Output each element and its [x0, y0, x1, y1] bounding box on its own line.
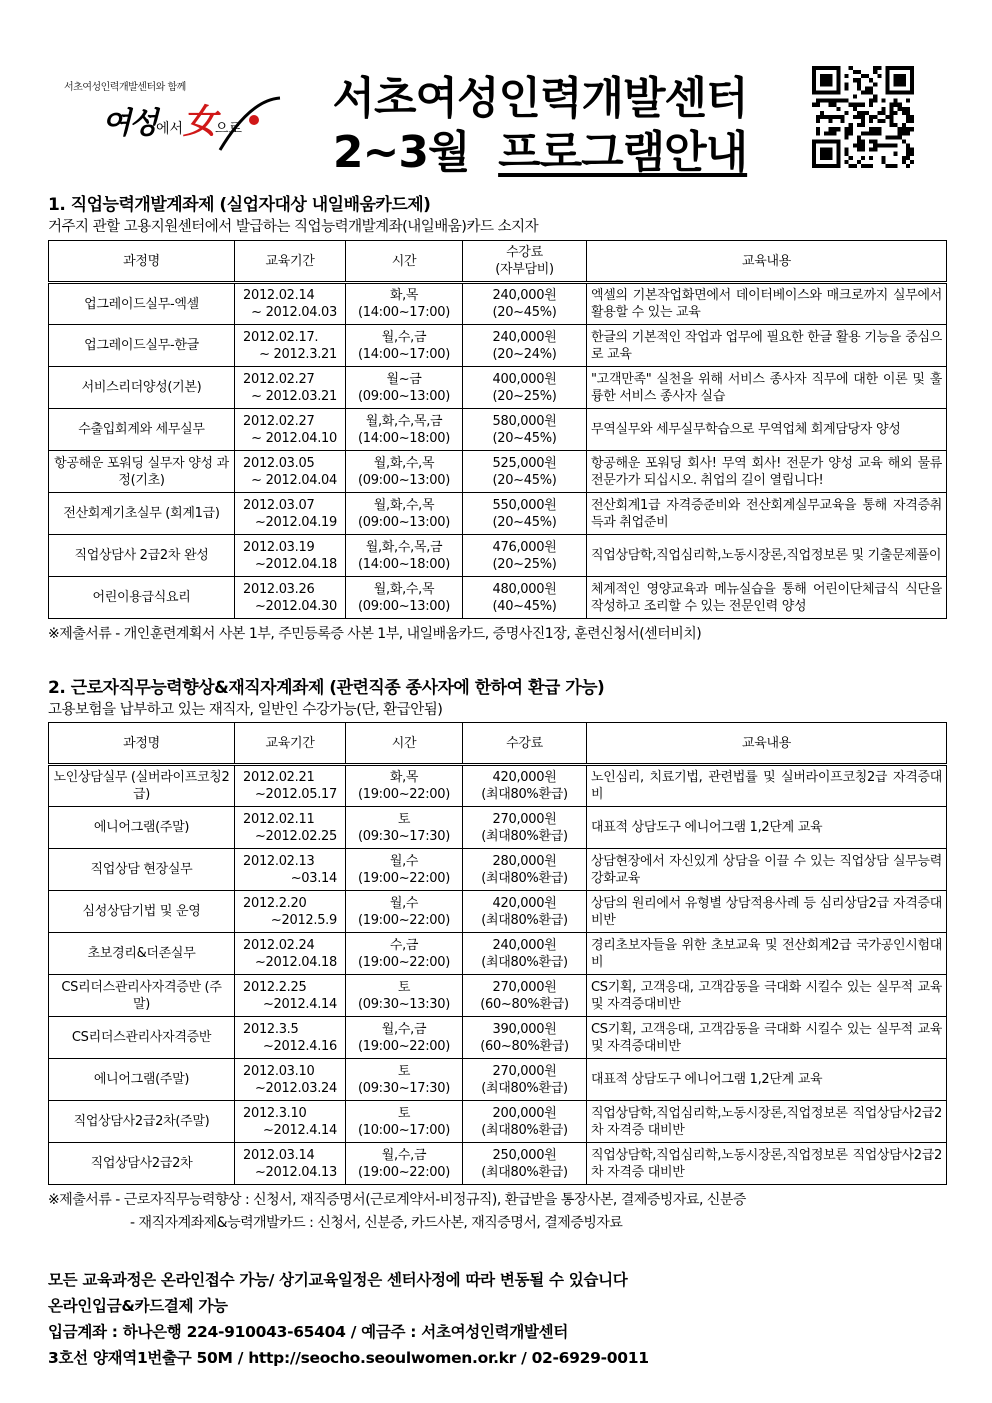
col-name-header: 과정명: [49, 241, 235, 283]
course-days: 월,화,수,목,금: [365, 539, 443, 555]
course-fee: [463, 493, 587, 535]
fee-note: (20~25%): [492, 556, 557, 572]
course-description: 엑셀의 기본작업화면에서 데이터베이스와 매크로까지 실무에서 활용할 수 있는 교육: [587, 283, 947, 325]
course-description: 상담의 원리에서 유형별 상담적용사례 등 심리상담2급 자격증대비반: [587, 891, 947, 933]
course-time: [346, 891, 463, 933]
fee-note: (20~45%): [492, 305, 557, 320]
period-to: ~ 2012.04.03: [251, 305, 337, 320]
period-from: 2012.02.27: [243, 413, 315, 429]
fee-amount: 400,000원: [492, 371, 557, 387]
course-hours: (09:00~13:00): [357, 514, 451, 530]
fee-amount: 550,000원: [492, 497, 557, 513]
center-logo: [60, 72, 300, 172]
course-hours: (14:00~18:00): [357, 556, 451, 572]
course-name: 직업상담사2급2차: [49, 1143, 235, 1185]
course-name: 서비스리더양성(기본): [49, 367, 235, 409]
course-days: 토: [397, 1105, 411, 1121]
course-hours: (09:30~17:30): [357, 1080, 451, 1096]
course-period: [235, 849, 346, 891]
period-to: ~ 2012.3.21: [259, 346, 337, 362]
course-time: [346, 535, 463, 577]
course-fee: [463, 451, 587, 493]
course-period: [235, 1017, 346, 1059]
course-days: 월,수: [389, 853, 419, 869]
course-fee: [463, 975, 587, 1017]
period-to: ~2012.03.24: [254, 1080, 337, 1096]
table-row: [49, 1017, 947, 1059]
course-time: [346, 1101, 463, 1143]
section2-note-line1: ※제출서류 - 근로자직무능력향상 : 신청서, 재직증명서(근로계약서-비정규직), 환급받을 통장사본, 결제증빙자료, 신분증: [48, 1192, 746, 1208]
period-from: 2012.02.14: [243, 288, 315, 303]
fee-amount: 390,000원: [492, 1021, 557, 1037]
period-to: ~2012.4.14: [262, 996, 337, 1012]
course-period: [235, 409, 346, 451]
course-name: 수출입회계와 세무실무: [49, 409, 235, 451]
course-period: [235, 1059, 346, 1101]
period-to: ~2012.02.25: [254, 828, 337, 844]
course-name: CS리더스관리사자격증반 (주말): [49, 975, 235, 1017]
qr-code[interactable]: [812, 66, 914, 168]
course-description: 무역실무와 세무실무학습으로 무역업체 회계담당자 양성: [587, 409, 947, 451]
period-to: ~2012.4.14: [262, 1122, 337, 1138]
period-from: 2012.03.05: [243, 455, 315, 471]
col-desc-header: 교육내용: [587, 723, 947, 765]
section1-heading: 1. 직업능력개발계좌제 (실업자대상 내일배움카드제): [48, 195, 431, 215]
course-days: 토: [397, 811, 411, 827]
period-from: 2012.03.14: [243, 1147, 315, 1163]
section2-subtitle: 고용보험을 납부하고 있는 재직자, 일반인 수강가능(단, 환급안됨): [48, 702, 443, 718]
logo-script-b: 에서: [155, 121, 184, 137]
fee-amount: 250,000원: [492, 1147, 557, 1163]
course-period: [235, 975, 346, 1017]
fee-amount: 476,000원: [492, 539, 557, 555]
table-row: [49, 535, 947, 577]
fee-note: (60~80%환급): [480, 1038, 569, 1054]
footer-payment: 온라인입금&카드결제 가능: [48, 1297, 228, 1315]
fee-note: (최대80%환급): [481, 1164, 568, 1180]
page-subtitle: [300, 116, 780, 180]
period-from: 2012.02.17.: [243, 329, 319, 345]
course-description: 대표적 상담도구 에니어그램 1,2단계 교육: [587, 807, 947, 849]
course-description: 상담현장에서 자신있게 상담을 이끌 수 있는 직업상담 실무능력 강화교육: [587, 849, 947, 891]
course-name: 전산회계기초실무 (회계1급): [49, 493, 235, 535]
fee-note: (40~45%): [492, 598, 557, 614]
table-row: [49, 891, 947, 933]
period-from: 2012.03.26: [243, 581, 315, 597]
fee-note: (20~45%): [492, 472, 557, 488]
logo-tagline: 서초여성인력개발센터와 함께: [64, 82, 186, 93]
course-description: CS기획, 고객응대, 고객감동을 극대화 시킬수 있는 실무적 교육 및 자격증대비반: [587, 975, 947, 1017]
period-from: 2012.02.24: [243, 937, 315, 953]
course-name: 심성상담기법 및 운영: [49, 891, 235, 933]
course-hours: (14:00~17:00): [357, 305, 451, 320]
course-fee: [463, 933, 587, 975]
course-fee: [463, 325, 587, 367]
logo-brush-stroke: [210, 90, 290, 160]
course-period: [235, 765, 346, 807]
course-description: CS기획, 고객응대, 고객감동을 극대화 시킬수 있는 실무적 교육 및 자격증대비반: [587, 1017, 947, 1059]
logo-script-d: 으로: [215, 121, 243, 137]
fee-amount: 420,000원: [492, 770, 557, 785]
course-fee: [463, 849, 587, 891]
table-row: [49, 325, 947, 367]
table-row: [49, 807, 947, 849]
fee-amount: 580,000원: [492, 413, 557, 429]
table-header-row: [49, 723, 947, 765]
course-period: [235, 1101, 346, 1143]
period-from: 2012.02.27: [243, 371, 315, 387]
period-to: ~2012.05.17: [254, 787, 337, 802]
period-to: ~ 2012.04.10: [251, 430, 337, 446]
period-from: 2012.02.13: [243, 853, 315, 869]
course-time: [346, 1143, 463, 1185]
fee-note: (최대80%환급): [481, 787, 568, 802]
course-time: [346, 1059, 463, 1101]
fee-note: (최대80%환급): [481, 1080, 568, 1096]
fee-note: (20~25%): [492, 388, 557, 404]
col-time-header: 시간: [346, 241, 463, 283]
fee-note: (20~45%): [492, 514, 557, 530]
course-period: [235, 535, 346, 577]
course-description: 직업상담학,직업심리학,노동시장론,직업정보론 직업상담사2급2차 자격증 대비반: [587, 1143, 947, 1185]
course-days: 토: [397, 1063, 411, 1079]
period-to: ~2012.04.18: [254, 556, 337, 572]
fee-note: (최대80%환급): [481, 912, 568, 928]
course-period: [235, 933, 346, 975]
course-time: [346, 451, 463, 493]
course-fee: [463, 1017, 587, 1059]
course-hours: (09:00~13:00): [357, 598, 451, 614]
course-hours: (19:00~22:00): [357, 870, 451, 886]
course-description: 체계적인 영양교육과 메뉴실습을 통해 어린이단체급식 식단을 작성하고 조리할 수 있는 전문인력 양성: [587, 577, 947, 619]
course-name: 업그레이드실무-한글: [49, 325, 235, 367]
course-days: 화,목: [389, 770, 419, 785]
course-time: [346, 577, 463, 619]
title-program: 프로그램안내: [498, 127, 748, 178]
course-fee: [463, 409, 587, 451]
course-name: 초보경리&더존실무: [49, 933, 235, 975]
course-time: [346, 325, 463, 367]
course-hours: (19:00~22:00): [357, 1164, 451, 1180]
period-from: 2012.2.25: [243, 979, 307, 995]
course-hours: (19:00~22:00): [357, 787, 451, 802]
period-from: 2012.03.19: [243, 539, 315, 555]
course-time: [346, 849, 463, 891]
table-row: [49, 451, 947, 493]
course-period: [235, 367, 346, 409]
table-row: [49, 367, 947, 409]
course-fee: [463, 283, 587, 325]
fee-note: (최대80%환급): [481, 870, 568, 886]
course-description: 경리초보자들을 위한 초보교육 및 전산회계2급 국가공인시험대비: [587, 933, 947, 975]
period-to: ~2012.5.9: [270, 912, 337, 928]
period-from: 2012.3.10: [243, 1105, 307, 1121]
course-fee: [463, 807, 587, 849]
col-period-header: 교육기간: [235, 723, 346, 765]
fee-amount: 240,000원: [492, 937, 557, 953]
course-description: 대표적 상담도구 에니어그램 1,2단계 교육: [587, 1059, 947, 1101]
logo-script-c: 女: [183, 102, 216, 142]
course-period: [235, 807, 346, 849]
fee-amount: 270,000원: [492, 979, 557, 995]
course-time: [346, 283, 463, 325]
course-period: [235, 891, 346, 933]
fee-amount: 240,000원: [492, 288, 557, 303]
table-row: [49, 933, 947, 975]
table-row: [49, 849, 947, 891]
course-name: 어린이용급식요리: [49, 577, 235, 619]
course-days: 월,화,수,목: [373, 581, 435, 597]
course-days: 화,목: [389, 288, 419, 303]
fee-amount: 480,000원: [492, 581, 557, 597]
course-hours: (19:00~22:00): [357, 912, 451, 928]
course-period: [235, 451, 346, 493]
period-from: 2012.03.07: [243, 497, 315, 513]
course-hours: (10:00~17:00): [357, 1122, 451, 1138]
period-to: ~ 2012.04.04: [251, 472, 337, 488]
course-days: 수,금: [389, 937, 419, 953]
course-days: 월,화,수,목: [373, 497, 435, 513]
course-fee: [463, 1143, 587, 1185]
table-row: [49, 577, 947, 619]
col-name-header: 과정명: [49, 723, 235, 765]
course-description: 항공해운 포워딩 회사! 무역 회사! 전문가 양성 교육 해외 물류 전문가가 되십시오. 취업의 길이 열립니다!: [587, 451, 947, 493]
period-from: 2012.03.10: [243, 1063, 315, 1079]
fee-note: (최대80%환급): [481, 828, 568, 844]
course-time: [346, 807, 463, 849]
fee-note: (최대80%환급): [481, 954, 568, 970]
fee-note: (최대80%환급): [481, 1122, 568, 1138]
course-hours: (14:00~17:00): [357, 346, 451, 362]
course-fee: [463, 577, 587, 619]
course-fee: [463, 1059, 587, 1101]
course-days: 월~금: [386, 371, 422, 387]
col-period-header: 교육기간: [235, 241, 346, 283]
course-name: 에니어그램(주말): [49, 1059, 235, 1101]
course-name: 항공해운 포워딩 실무자 양성 과정(기초): [49, 451, 235, 493]
col-time-header: 시간: [346, 723, 463, 765]
table-row: [49, 493, 947, 535]
course-days: 월,수,금: [381, 329, 427, 345]
course-fee: [463, 535, 587, 577]
course-hours: (14:00~18:00): [357, 430, 451, 446]
period-from: 2012.3.5: [243, 1021, 299, 1037]
course-days: 월,수,금: [381, 1147, 427, 1163]
course-name: CS리더스관리사자격증반: [49, 1017, 235, 1059]
course-description: 노인심리, 치료기법, 관련법률 및 실버라이프코칭2급 자격증대비: [587, 765, 947, 807]
course-fee: [463, 891, 587, 933]
course-days: 월,화,수,목,금: [365, 413, 443, 429]
course-time: [346, 975, 463, 1017]
course-time: [346, 409, 463, 451]
fee-amount: 200,000원: [492, 1105, 557, 1121]
col-fee-header: 수강료: [463, 723, 587, 765]
course-hours: (19:00~22:00): [357, 1038, 451, 1054]
page-title: 서초여성인력개발센터: [332, 73, 748, 124]
course-name: 노인상담실무 (실버라이프코칭2급): [49, 765, 235, 807]
course-description: 한글의 기본적인 작업과 업무에 필요한 한글 활용 기능을 중심으로 교육: [587, 325, 947, 367]
fee-amount: 240,000원: [492, 329, 557, 345]
course-fee: [463, 367, 587, 409]
course-time: [346, 367, 463, 409]
fee-note: (20~24%): [492, 346, 557, 362]
course-description: 직업상담학,직업심리학,노동시장론,직업정보론 직업상담사2급2차 자격증 대비반: [587, 1101, 947, 1143]
course-hours: (09:00~13:00): [357, 472, 451, 488]
table-row: [49, 283, 947, 325]
course-time: [346, 493, 463, 535]
logo-script-a: 여성: [102, 106, 156, 141]
fee-note: (60~80%환급): [480, 996, 569, 1012]
course-hours: (09:30~17:30): [357, 828, 451, 844]
table-row: [49, 1059, 947, 1101]
section1-note: ※제출서류 - 개인훈련계획서 사본 1부, 주민등록증 사본 1부, 내일배움카드, 증명사진1장, 훈련신청서(센터비치): [48, 626, 702, 642]
course-period: [235, 283, 346, 325]
section2-table: [48, 722, 947, 1185]
footer-notice: 모든 교육과정은 온라인접수 가능/ 상기교육일정은 센터사정에 따라 변동될 수 있습니다: [48, 1271, 628, 1289]
course-days: 월,수: [389, 895, 419, 911]
course-fee: [463, 765, 587, 807]
course-hours: (09:00~13:00): [357, 388, 451, 404]
col-desc-header: 교육내용: [587, 241, 947, 283]
course-name: 직업상담사2급2차(주말): [49, 1101, 235, 1143]
course-time: [346, 933, 463, 975]
footer-contact: 3호선 양재역1번출구 50M / http://seocho.seoulwomen.or.kr / 02-6929-0011: [48, 1349, 649, 1367]
col-fee-header: 수강료 (자부담비): [463, 241, 587, 283]
table-row: [49, 765, 947, 807]
fee-amount: 420,000원: [492, 895, 557, 911]
fee-note: (20~45%): [492, 430, 557, 446]
period-to: ~ 2012.03.21: [251, 388, 337, 404]
course-time: [346, 1017, 463, 1059]
section2-note-line2: - 재직자계좌제&능력개발카드 : 신청서, 신분증, 카드사본, 재직증명서, 결제증빙자료: [130, 1215, 623, 1231]
period-to: ~03.14: [290, 870, 337, 886]
period-from: 2012.2.20: [243, 895, 307, 911]
course-name: 에니어그램(주말): [49, 807, 235, 849]
period-to: ~2012.04.13: [254, 1164, 337, 1180]
course-description: 전산회계1급 자격증준비와 전산회계실무교육을 통해 자격증취득과 취업준비: [587, 493, 947, 535]
course-days: 월,화,수,목: [373, 455, 435, 471]
course-hours: (09:30~13:30): [357, 996, 451, 1012]
table-row: [49, 1143, 947, 1185]
title-period: 2~3월: [332, 127, 470, 178]
period-to: ~2012.04.19: [254, 514, 337, 530]
period-to: ~2012.04.18: [254, 954, 337, 970]
course-period: [235, 493, 346, 535]
fee-amount: 270,000원: [492, 1063, 557, 1079]
section1-subtitle: 거주지 관할 고용지원센터에서 발급하는 직업능력개발계좌(내일배움)카드 소지자: [48, 219, 539, 235]
course-hours: (19:00~22:00): [357, 954, 451, 970]
course-period: [235, 325, 346, 367]
course-description: 직업상담학,직업심리학,노동시장론,직업정보론 및 기출문제풀이: [587, 535, 947, 577]
course-fee: [463, 1101, 587, 1143]
footer-account: 입금계좌 : 하나은행 224-910043-65404 / 예금주 : 서초여성인력개발센터: [48, 1323, 569, 1341]
course-period: [235, 577, 346, 619]
fee-amount: 270,000원: [492, 811, 557, 827]
period-to: ~2012.4.16: [262, 1038, 337, 1054]
course-time: [346, 765, 463, 807]
period-from: 2012.02.11: [243, 811, 315, 827]
period-from: 2012.02.21: [243, 770, 315, 785]
section1-table: [48, 240, 947, 619]
table-row: [49, 1101, 947, 1143]
table-header-row: [49, 241, 947, 283]
course-description: "고객만족" 실천을 위해 서비스 종사자 직무에 대한 이론 및 훌륭한 서비스 종사자 실습: [587, 367, 947, 409]
table-row: [49, 409, 947, 451]
course-days: 월,수,금: [381, 1021, 427, 1037]
course-name: 직업상담 현장실무: [49, 849, 235, 891]
period-to: ~2012.04.30: [254, 598, 337, 614]
course-name: 업그레이드실무-엑셀: [49, 283, 235, 325]
course-days: 토: [397, 979, 411, 995]
section2-heading: 2. 근로자직무능력향상&재직자계좌제 (관련직종 종사자에 한하여 환급 가능): [48, 678, 605, 698]
course-period: [235, 1143, 346, 1185]
fee-amount: 525,000원: [492, 455, 557, 471]
fee-amount: 280,000원: [492, 853, 557, 869]
course-name: 직업상담사 2급2차 완성: [49, 535, 235, 577]
table-row: [49, 975, 947, 1017]
